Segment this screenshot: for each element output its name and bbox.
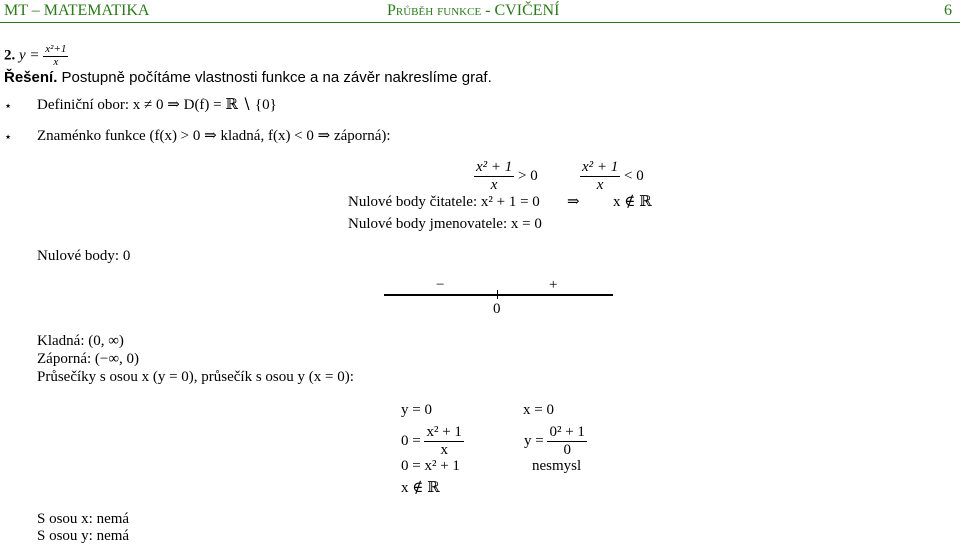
sign-axis-line bbox=[384, 294, 613, 296]
bullet-star-icon: ⋆ bbox=[4, 98, 13, 113]
ineq1-fraction bbox=[474, 159, 514, 195]
implies-arrow: ⇒ bbox=[567, 194, 580, 210]
summary-x-axis: S osou x: nemá bbox=[37, 511, 130, 527]
solution-label: Řešení. bbox=[4, 69, 58, 86]
ineq1-numerator: x² + 1 bbox=[474, 159, 514, 177]
x-intercept-result: x ∉ ℝ bbox=[401, 480, 440, 496]
ineq2-denominator: x bbox=[596, 177, 604, 194]
x-intercept-denominator: x bbox=[440, 442, 448, 459]
y-intercept-equation bbox=[524, 424, 587, 460]
solution-line bbox=[4, 69, 492, 86]
header-left: MT – MATEMATIKA bbox=[4, 2, 150, 19]
negative-interval: Záporná: (−∞, 0) bbox=[37, 351, 140, 367]
x-intercept-condition: y = 0 bbox=[401, 402, 432, 418]
y-intercept-result: nesmysl bbox=[532, 458, 582, 474]
function-prefix: y = bbox=[19, 47, 40, 64]
function-denominator: x bbox=[53, 55, 59, 68]
solution-text: Postupně počítáme vlastnosti funkce a na závěr nakreslíme graf. bbox=[61, 69, 492, 86]
ineq2-fraction bbox=[580, 159, 620, 195]
x-intercept-eq-prefix: 0 = bbox=[401, 433, 421, 450]
x-intercept-numerator: x² + 1 bbox=[424, 424, 463, 442]
intercepts-text: Průsečíky s osou x (y = 0), průsečík s osou y (x = 0): bbox=[37, 369, 354, 385]
y-intercept-denominator: 0 bbox=[563, 442, 571, 459]
numerator-result: x ∉ ℝ bbox=[613, 194, 652, 210]
bullet-star-icon: ⋆ bbox=[4, 129, 13, 144]
summary-y-axis: S osou y: nemá bbox=[37, 528, 130, 544]
zero-points: Nulové body: 0 bbox=[37, 248, 131, 264]
page-number: 6 bbox=[944, 2, 952, 19]
y-intercept-fraction bbox=[547, 424, 586, 460]
function-numerator: x²+1 bbox=[45, 43, 67, 55]
positive-interval: Kladná: (0, ∞) bbox=[37, 333, 124, 349]
sign-plus: + bbox=[549, 277, 558, 293]
ineq2-numerator: x² + 1 bbox=[580, 159, 620, 177]
sign-text: Znaménko funkce (f(x) > 0 ⇒ kladná, f(x) < 0 ⇒ záporná): bbox=[37, 128, 391, 144]
y-intercept-condition: x = 0 bbox=[523, 402, 554, 418]
y-intercept-eq-prefix: y = bbox=[524, 433, 544, 450]
sign-minus: − bbox=[436, 277, 445, 293]
y-intercept-numerator: 0² + 1 bbox=[547, 424, 586, 442]
inequality-positive bbox=[474, 159, 538, 195]
x-intercept-line3: 0 = x² + 1 bbox=[401, 458, 460, 474]
problem-number: 2. bbox=[4, 47, 16, 64]
ineq2-relation: < 0 bbox=[624, 168, 644, 185]
header-rule bbox=[0, 22, 960, 23]
numerator-zeros: Nulové body čitatele: x² + 1 = 0 bbox=[348, 194, 540, 210]
ineq1-relation: > 0 bbox=[518, 168, 538, 185]
function-fraction bbox=[43, 44, 68, 68]
sign-axis-zero-label: 0 bbox=[493, 301, 501, 317]
denominator-zeros: Nulové body jmenovatele: x = 0 bbox=[348, 216, 542, 232]
header-title: Průběh funkce - CVIČENÍ bbox=[387, 2, 560, 19]
x-intercept-fraction bbox=[424, 424, 463, 460]
sign-axis-tick bbox=[497, 290, 498, 299]
x-intercept-equation bbox=[401, 424, 464, 460]
problem-line bbox=[4, 44, 68, 68]
domain-text: Definiční obor: x ≠ 0 ⇒ D(f) = ℝ ∖ {0} bbox=[37, 97, 277, 113]
ineq1-denominator: x bbox=[490, 177, 498, 194]
inequality-negative bbox=[580, 159, 644, 195]
